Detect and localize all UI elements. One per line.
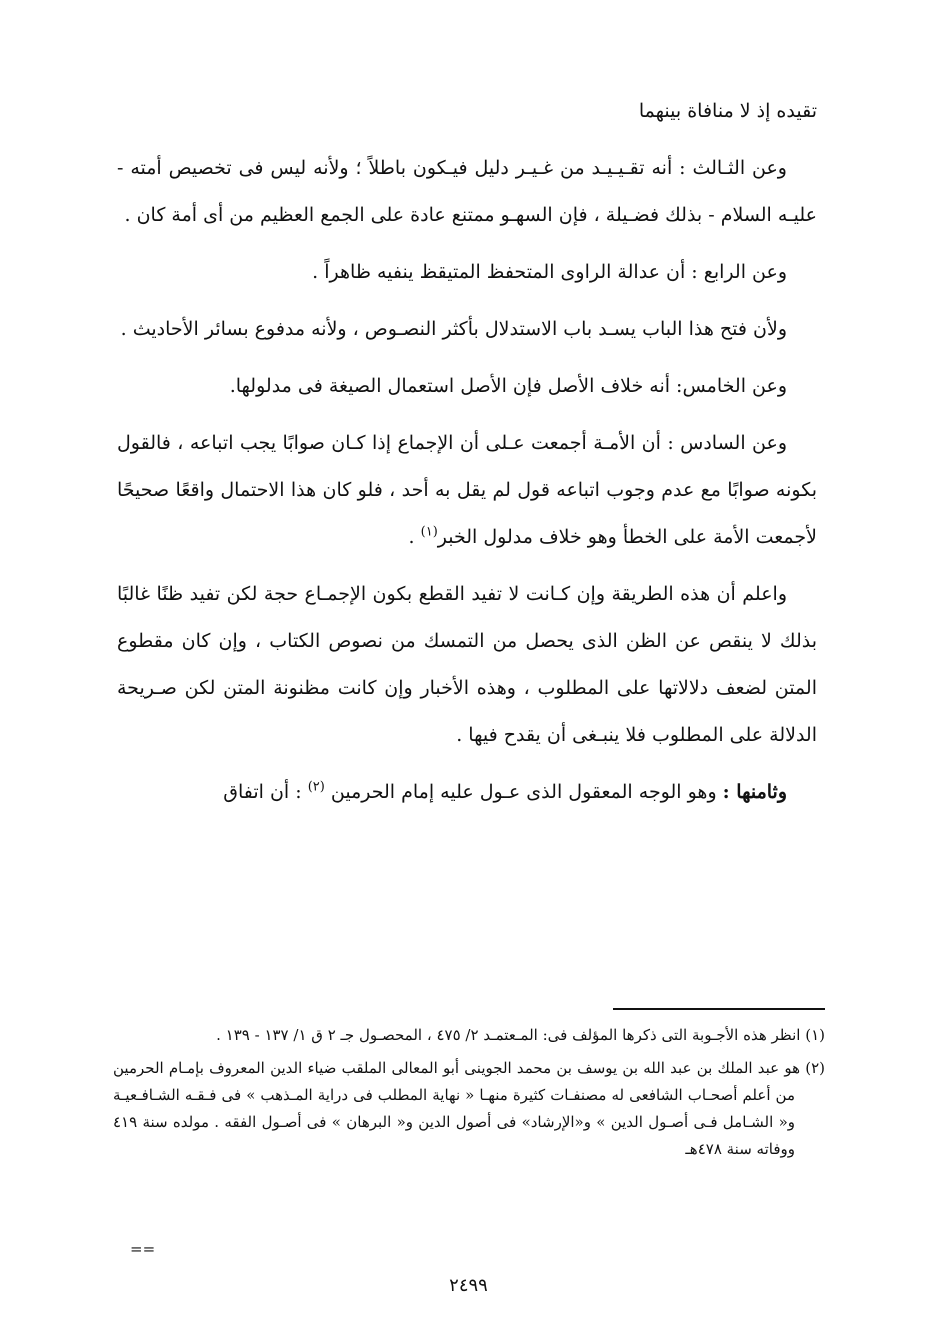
paragraph-7: واعلم أن هذه الطريقة وإن كـانت لا تفيد القطع بكون الإجمـاع حجة لكن تفيد ظنًا غالبًا بذلك لا ينقص عن الظن الذى يحصل من التمسك من نصوص الكتاب ، وإن كان مقطوع المتن لضعف دلالاتها على المطلوب ، وهذه الأخبار وإن كانت مظنونة المتن لكن صـريحة الدلالة على المطلوب فلا ينبـغى أن يقدح فيها . — [117, 583, 817, 746]
main-text — [117, 88, 817, 826]
paragraph-8 — [117, 769, 817, 816]
paragraph-6-text: وعن السادس : أن الأمـة أجمعت عـلى أن الإجماع إذا كـان صوابًا يجب اتباعه ، فالقول بكونه صوابًا مع عدم وجوب اتباعه قول لم يقل به أحد ، فلو كان هذا الاحتمال واقعًا صحيحًا لأجمعت الأمة على الخطأ وهو خلاف مدلول الخبر — [117, 432, 817, 548]
footnote-divider — [613, 1008, 825, 1010]
paragraph-3: وعن الرابع : أن عدالة الراوى المتحفظ المتيقظ ينفيه ظاهراً . — [312, 261, 787, 283]
paragraph-1: تقيده إذ لا منافاة بينهما — [638, 100, 817, 122]
paragraph-8-heading: وثامنها : — [722, 781, 787, 803]
paragraph-2: وعن الثـالث : أنه تقـيـيـد من غـيـر دليل فيـكون باطلاً ؛ ولأنه ليس فى تخصيص أمته - عليـه السلام - بذلك فضـيلة ، فإن السهـو ممتنع عادة على الجمع العظيم من أى أمة كان . — [117, 157, 817, 226]
paragraph-6-end: . — [408, 526, 421, 548]
footnote-ref-1: (١) — [420, 524, 438, 540]
footnote-ref-2: (٢) — [307, 779, 325, 795]
paragraph-8-text: وهو الوجه المعقول الذى عـول عليه إمام الحرمين — [324, 781, 723, 803]
footnotes — [113, 1022, 825, 1169]
paragraph-8-end: : أن اتفاق — [223, 781, 308, 803]
paragraph-6 — [117, 420, 817, 561]
paragraph-4: ولأن فتح هذا الباب يسـد باب الاستدلال بأكثر النصـوص ، ولأنه مدفوع بسائر الأحاديث . — [120, 318, 787, 340]
page-number: ٢٤٩٩ — [449, 1275, 488, 1296]
continuation-mark: == — [130, 1240, 156, 1258]
footnote-2: (٢) هو عبد الملك بن عبد الله بن يوسف بن محمد الجوينى أبو المعالى الملقب ضياء الدين المعروف بإمـام الحرمين من أعلم أصحـاب الشافعى له مصنفـات كثيرة منهـا « نهاية المطلب فى دراية المـذهب » فى فـقـه الشـافـعيـة و« الشـامل فـى أصـول الدين » و«الإرشاد» فى أصول الدين و« البرهان » فى أصـول الفقه . مولده سنة ٤١٩ ووفاته سنة ٤٧٨هـ — [113, 1059, 825, 1158]
footnote-1: (١) انظر هذه الأجـوبة التى ذكرها المؤلف فى: المـعتمـد ٢/ ٤٧٥ ، المحصـول جـ ٢ ق ١/ ١٣٧ - ١٣٩ . — [216, 1026, 825, 1044]
paragraph-5: وعن الخامس: أنه خلاف الأصل فإن الأصل استعمال الصيغة فى مدلولها. — [229, 375, 787, 397]
